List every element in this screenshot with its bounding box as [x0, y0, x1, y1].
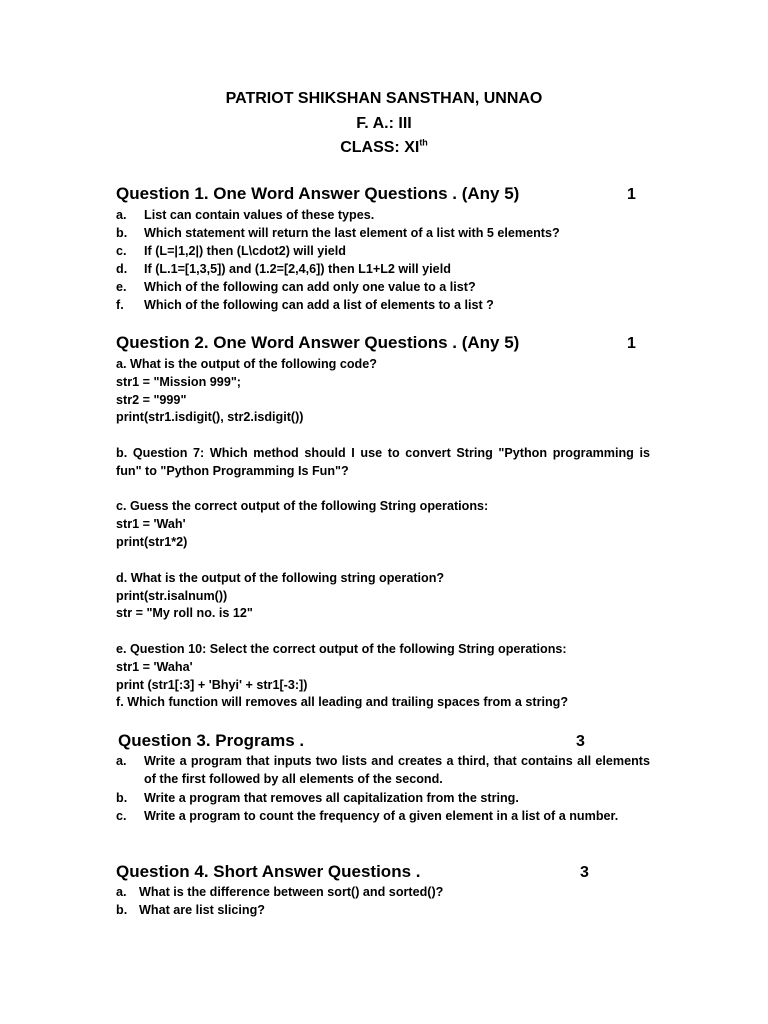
q1-item-text: List can contain values of these types.	[144, 208, 375, 222]
class-superscript: th	[419, 137, 428, 148]
q3-item-a	[116, 752, 650, 788]
q1-item-text: If (L=|1,2|) then (L\cdot2) will yield	[144, 244, 346, 258]
q1-item-label: c.	[116, 244, 127, 258]
q4-item-label: b.	[116, 903, 128, 917]
q1-item-text: If (L.1=[1,3,5]) and (1.2=[2,4,6]) then L1+L2 will yield	[144, 262, 451, 276]
q3-item-text: Write a program to count the frequency of a given element in a list of a number.	[144, 809, 619, 823]
q1-item-label: e.	[116, 280, 127, 294]
q2-code-line: str2 = "999"	[116, 393, 187, 407]
q1-item-text: Which of the following can add a list of elements to a list ?	[144, 298, 494, 312]
q2-line: c. Guess the correct output of the following String operations:	[116, 499, 489, 513]
q3-title: Question 3. Programs .	[118, 731, 305, 750]
q2-code-line: print(str1.isdigit(), str2.isdigit())	[116, 410, 304, 424]
q2-code-line: str1 = 'Waha'	[116, 660, 193, 674]
q2-code-line: print(str1*2)	[116, 535, 188, 549]
q2-line: d. What is the output of the following string operation?	[116, 571, 445, 585]
q2-code-line: str1 = 'Wah'	[116, 517, 186, 531]
q2-line: f. Which function will removes all leading and trailing spaces from a string?	[116, 695, 569, 709]
q2-code-line: print(str.isalnum())	[116, 589, 228, 603]
school-name: PATRIOT SHIKSHAN SANSTHAN, UNNAO	[225, 90, 543, 107]
class-label: CLASS: XI	[340, 139, 420, 156]
q3-item-text: Write a program that inputs two lists and creates a third, that contains all elements of the first followed by all elements of the second.	[144, 754, 650, 786]
q3-item-c	[116, 807, 650, 843]
class-heading	[0, 139, 768, 157]
q1-title: Question 1. One Word Answer Questions . (Any 5)	[116, 184, 520, 203]
q2-code-line: str1 = "Mission 999";	[116, 375, 241, 389]
q1-item-label: f.	[116, 298, 124, 312]
q2-marks: 1	[627, 335, 636, 352]
assessment-title: F. A.: III	[356, 115, 412, 132]
q2-title: Question 2. One Word Answer Questions . (Any 5)	[116, 333, 520, 352]
q2-code-line: str = "My roll no. is 12"	[116, 606, 253, 620]
q4-title: Question 4. Short Answer Questions .	[116, 862, 421, 881]
q3-item-text: Write a program that removes all capitalization from the string.	[144, 791, 519, 805]
q3-marks: 3	[576, 733, 585, 750]
q1-item-label: a.	[116, 208, 127, 222]
q4-marks: 3	[580, 864, 589, 881]
q1-marks: 1	[627, 186, 636, 203]
q4-item-label: a.	[116, 885, 127, 899]
q2-code-line: print (str1[:3] + 'Bhyi' + str1[-3:])	[116, 678, 308, 692]
q4-item-text: What is the difference between sort() and sorted()?	[139, 885, 444, 899]
q3-item-label: a.	[116, 754, 127, 768]
q1-item-label: b.	[116, 226, 128, 240]
q2-line: b. Question 7: Which method should I use to convert String "Python programming is fun" to "Python Programming Is Fun"?	[116, 446, 650, 478]
q1-item-label: d.	[116, 262, 128, 276]
q1-item-text: Which statement will return the last element of a list with 5 elements?	[144, 226, 560, 240]
q2-line: a. What is the output of the following code?	[116, 357, 377, 371]
q3-item-label: b.	[116, 791, 128, 805]
q4-item-text: What are list slicing?	[139, 903, 265, 917]
q3-item-label: c.	[116, 809, 127, 823]
q2-line: e. Question 10: Select the correct output of the following String operations:	[116, 642, 567, 656]
q1-item-text: Which of the following can add only one value to a list?	[144, 280, 476, 294]
